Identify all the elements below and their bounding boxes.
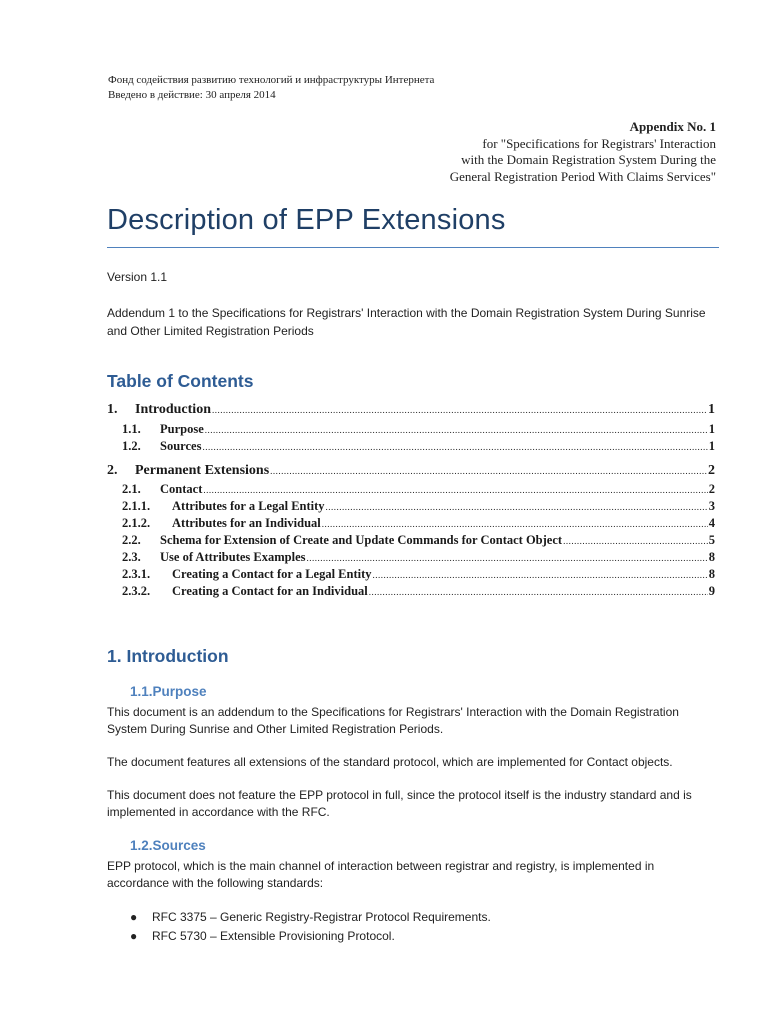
toc-entry-page: 2 [708, 482, 715, 496]
toc-entry-purpose[interactable] [122, 422, 715, 437]
header-organization: Фонд содействия развитию технологий и инфраструктуры Интернета [108, 74, 435, 86]
toc-entry-individual-attributes[interactable] [122, 516, 715, 531]
toc-entry-text: Creating a Contact for an Individual [172, 584, 368, 598]
appendix-block [450, 119, 716, 185]
toc-entry-introduction[interactable] [107, 402, 715, 418]
purpose-paragraph: This document is an addendum to the Specifications for Registrars' Interaction with the Domain Registration System During Sunrise and Other Limited Registration Periods. [107, 705, 679, 736]
section-heading-introduction: 1. Introduction [107, 646, 229, 666]
addendum-text: Addendum 1 to the Specifications for Registrars' Interaction with the Domain Registration System During Sunrise and Other Limited Registration Periods [107, 306, 706, 338]
list-item [107, 908, 719, 927]
toc-leader [203, 485, 707, 495]
toc-entry-number: 2.1. [122, 482, 141, 496]
toc-leader [212, 405, 707, 415]
toc-leader [369, 587, 708, 597]
purpose-paragraph: This document does not feature the EPP protocol in full, since the protocol itself is the industry standard and is implemented in accordance with the RFC. [107, 788, 692, 819]
appendix-line: with the Domain Registration System During the [461, 152, 716, 167]
toc-entry-text: Attributes for an Individual [172, 516, 321, 530]
bullet-icon: ● [130, 929, 138, 943]
toc-entry-page: 9 [708, 584, 715, 598]
version-label: Version 1.1 [107, 270, 168, 284]
title-divider [107, 247, 719, 248]
toc-leader [563, 536, 708, 546]
appendix-line: General Registration Period With Claims Services" [449, 168, 716, 184]
toc-entry-text: Permanent Extensions [135, 463, 270, 478]
toc-entry-number: 2.1.2. [122, 516, 151, 530]
toc-entry-attribute-examples[interactable] [122, 550, 715, 565]
toc-entry-page: 8 [708, 567, 715, 581]
toc-entry-page: 8 [708, 550, 715, 564]
toc-entry-text: Contact [160, 482, 203, 496]
toc-entry-number: 2.2. [122, 533, 141, 547]
document-title: Description of EPP Extensions [107, 204, 506, 236]
appendix-number: Appendix No. 1 [629, 119, 716, 134]
toc-entry-text: Use of Attributes Examples [160, 550, 306, 564]
toc-entry-schema[interactable] [122, 533, 715, 548]
toc-entry-text: Creating a Contact for a Legal Entity [172, 567, 372, 581]
toc-entry-text: Sources [160, 439, 202, 453]
bullet-icon: ● [130, 910, 138, 924]
toc-entry-page: 5 [708, 533, 715, 547]
toc-leader [322, 519, 708, 529]
toc-entry-page: 2 [708, 463, 715, 478]
toc-entry-page: 3 [708, 499, 715, 513]
list-item [107, 927, 719, 946]
toc-entry-text: Introduction [135, 402, 211, 417]
toc-entry-page: 1 [708, 439, 715, 453]
purpose-paragraph: The document features all extensions of the standard protocol, which are implemented for Contact objects. [107, 755, 673, 769]
toc-entry-number: 1.1. [122, 422, 141, 436]
subsection-heading-sources: 1.2.Sources [130, 838, 206, 853]
toc-entry-sources[interactable] [122, 439, 715, 454]
toc-entry-page: 1 [708, 422, 715, 436]
toc-entry-permanent-extensions[interactable] [107, 463, 715, 479]
appendix-line: for "Specifications for Registrars' Interaction [482, 135, 716, 151]
sources-paragraph: EPP protocol, which is the main channel of interaction between registrar and registry, is implemented in accordance with the following standards: [107, 859, 655, 890]
toc-leader [270, 466, 707, 476]
toc-entry-number: 2.3. [122, 550, 141, 564]
toc-entry-text: Purpose [160, 422, 204, 436]
header-effective-date: Введено в действие: 30 апреля 2014 [108, 89, 276, 101]
toc-entry-text: Schema for Extension of Create and Update Commands for Contact Object [160, 533, 563, 547]
toc-entry-page: 4 [708, 516, 715, 530]
toc-entry-text: Attributes for a Legal Entity [172, 499, 325, 513]
subsection-heading-purpose: 1.1.Purpose [130, 684, 207, 699]
list-item-text: RFC 3375 – Generic Registry-Registrar Protocol Requirements. [152, 910, 491, 924]
toc-entry-number: 1.2. [122, 439, 141, 453]
toc-entry-number: 2. [107, 463, 118, 478]
sources-list [107, 908, 719, 946]
toc-leader [326, 502, 708, 512]
toc-entry-contact[interactable] [122, 482, 715, 497]
toc-leader [202, 442, 707, 452]
toc-leader [306, 553, 707, 563]
toc-leader [373, 570, 708, 580]
toc-entry-number: 1. [107, 402, 118, 417]
list-item-text: RFC 5730 – Extensible Provisioning Protocol. [152, 929, 395, 943]
toc-entry-number: 2.1.1. [122, 499, 151, 513]
toc-leader [205, 425, 708, 435]
toc-entry-individual-example[interactable] [122, 584, 715, 599]
toc-entry-number: 2.3.1. [122, 567, 151, 581]
toc-entry-legal-entity-attributes[interactable] [122, 499, 715, 514]
toc-entry-number: 2.3.2. [122, 584, 151, 598]
document-header [108, 73, 434, 103]
toc-entry-page: 1 [708, 402, 715, 417]
toc-heading: Table of Contents [107, 371, 254, 391]
toc-entry-legal-entity-example[interactable] [122, 567, 715, 582]
